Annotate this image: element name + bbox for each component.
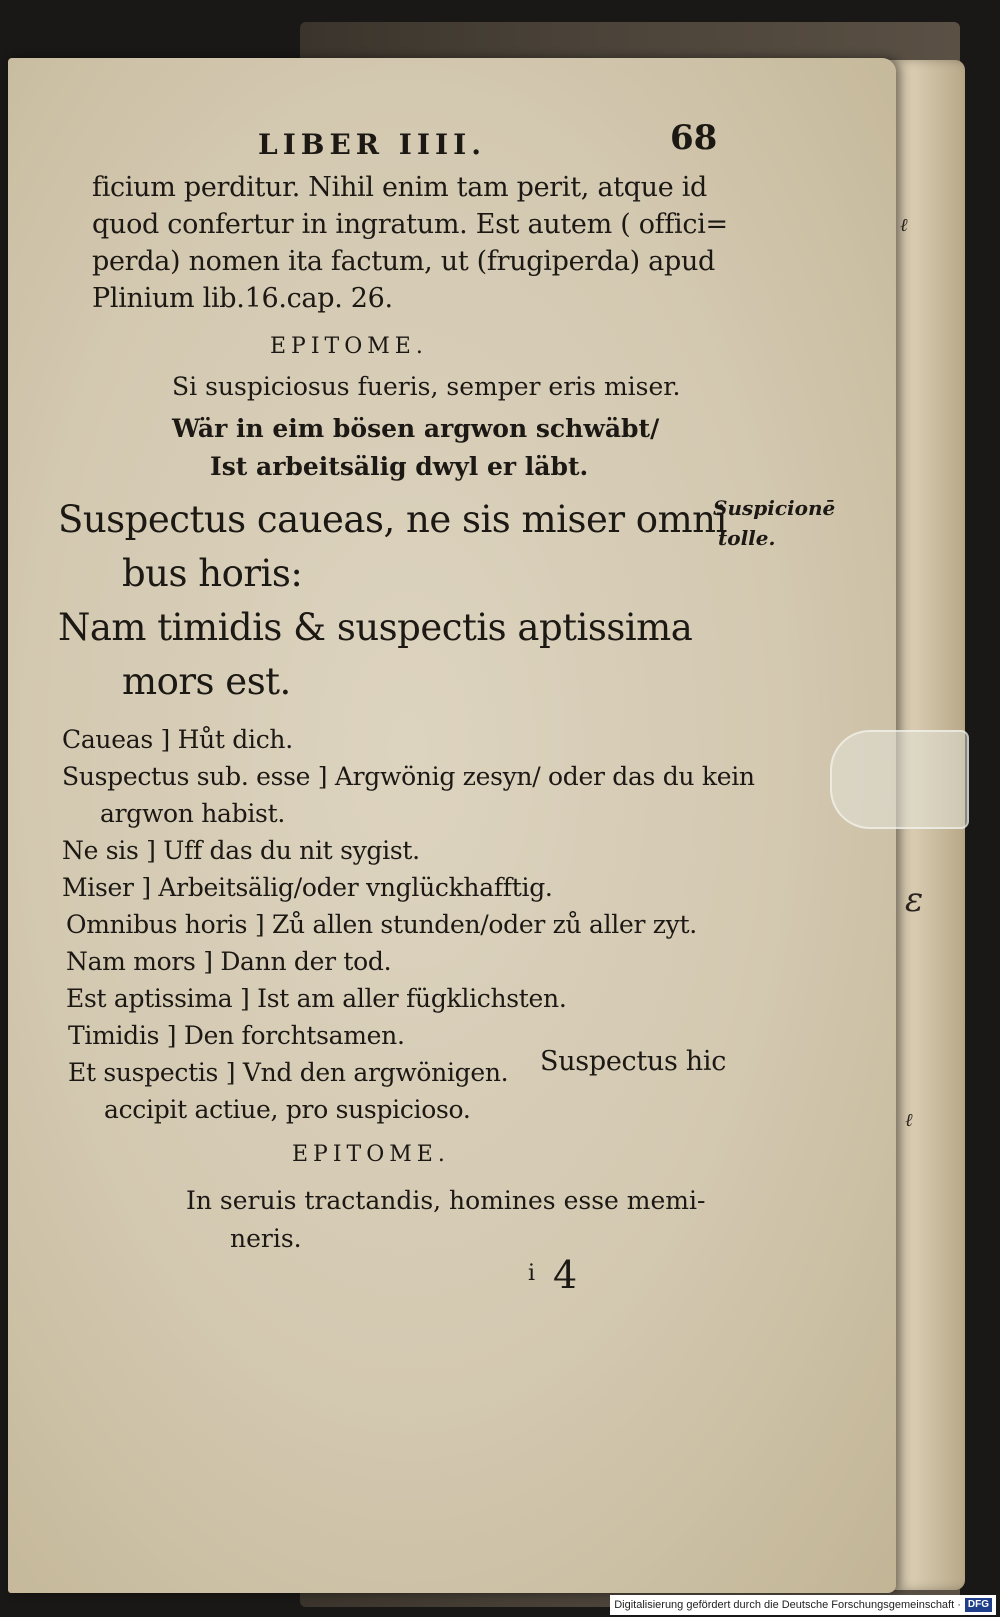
gloss-line: argwon habist. [100, 799, 285, 828]
gloss-line: Timidis ] Den forchtsamen. [68, 1021, 405, 1050]
gloss-line: Suspectus sub. esse ] Argwönig zesyn/ oder das du kein [62, 762, 755, 791]
epitome-german-line: Ist arbeitsälig dwyl er läbt. [210, 452, 589, 481]
epitome-latin: Si suspiciosus fueris, semper eris miser. [172, 372, 681, 401]
gloss-line: Est aptissima ] Ist am aller fügklichsten. [66, 984, 567, 1013]
epitome-latin: In seruis tractandis, homines esse memi- [186, 1186, 706, 1215]
epitome-heading: EPITOME. [292, 1142, 450, 1167]
epitome-heading: EPITOME. [270, 334, 428, 359]
margin-note: tolle. [718, 526, 776, 550]
gloss-line: Nam mors ] Dann der tod. [66, 947, 392, 976]
body-line: ficium perditur. Nihil enim tam perit, atque id [92, 172, 708, 203]
gloss-line: Miser ] Arbeitsälig/oder vnglückhafftig. [62, 873, 553, 902]
gloss-line: Caueas ] Hůt dich. [62, 725, 293, 754]
signature-letter: i [528, 1261, 536, 1286]
body-line: perda) nomen ita factum, ut (frugiperda) apud [92, 246, 716, 277]
signature-mark [528, 1253, 577, 1297]
verse-line: mors est. [122, 660, 291, 703]
verse-line: Nam timidis & suspectis aptissima [58, 606, 693, 649]
edge-scribble: ℓ [905, 1110, 913, 1131]
epitome-german-line: Wär in eim bösen argwon schwäbt/ [172, 414, 660, 443]
dfg-logo: DFG [965, 1598, 992, 1612]
verse-line: Suspectus caueas, ne sis miser omni [58, 498, 727, 541]
edge-scribble: ɛ [905, 880, 924, 920]
folio-number: 68 [670, 118, 718, 158]
body-line: Plinium lib.16.cap. 26. [92, 283, 393, 314]
credit-text: Digitalisierung gefördert durch die Deutsche Forschungsgemeinschaft · [614, 1599, 961, 1611]
digitization-credit [610, 1595, 996, 1615]
epitome-latin: neris. [230, 1224, 302, 1253]
edge-scribble: ℓ [900, 215, 908, 236]
gloss-note: Suspectus hic [540, 1046, 727, 1077]
verse-line: bus horis: [122, 552, 303, 595]
running-head: LIBER IIII. [258, 128, 486, 161]
gloss-line: accipit actiue, pro suspicioso. [104, 1095, 471, 1124]
margin-note: Suspicionē [713, 496, 836, 520]
signature-number: 4 [553, 1253, 578, 1297]
gloss-line: Omnibus horis ] Zů allen stunden/oder zů aller zyt. [66, 910, 697, 939]
gloss-line: Ne sis ] Uff das du nit sygist. [62, 836, 420, 865]
body-line: quod confertur in ingratum. Est autem ( offici= [92, 209, 728, 240]
page-clip-tab [830, 730, 969, 829]
gloss-line: Et suspectis ] Vnd den argwönigen. [68, 1058, 509, 1087]
